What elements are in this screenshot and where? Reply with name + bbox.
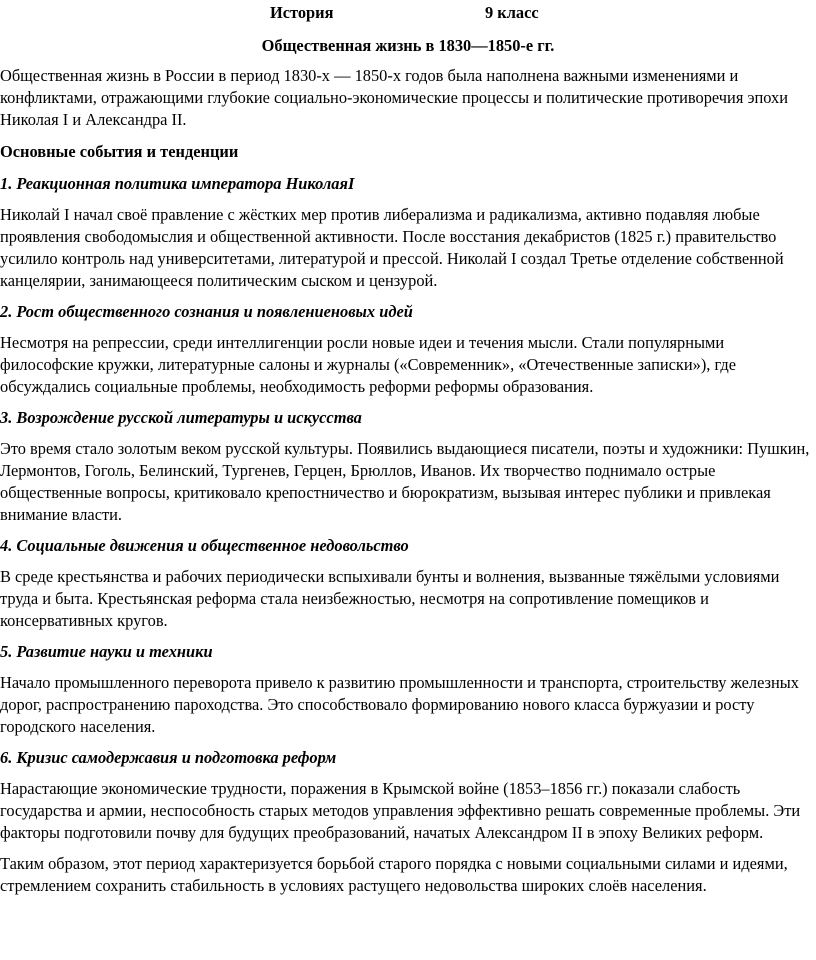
section-5 xyxy=(0,641,816,738)
section-heading: 4. Социальные движения и общественное недовольство xyxy=(0,536,409,555)
section-text: Это время стало золотым веком русской культуры. Появились выдающиеся писатели, поэты и художники: Пушкин, Лермонтов, Гоголь, Белинский, Тургенев, Герцен, Брюллов, Иванов. Их творчество поднимало острые общественные вопросы, критиковало крепостничество и бюрократизм, вызывая интерес публики и привлекая внимание власти. xyxy=(0,439,810,524)
intro-paragraph: Общественная жизнь в России в период 1830-х — 1850-х годов была наполнена важными изменениями и конфликтами, отражающими глубокие социально-экономические процессы и политические противоречия эпохи Николая I и Александра II. xyxy=(0,66,789,129)
section-lead-heading: Основные события и тенденции xyxy=(0,142,239,161)
section-heading: 5. Развитие науки и техники xyxy=(0,642,213,661)
grade-label: 9 класс xyxy=(485,3,539,22)
section-1 xyxy=(0,173,816,292)
document-body xyxy=(0,65,816,897)
section-4 xyxy=(0,535,816,632)
section-text: Николай I начал своё правление с жёстких мер против либерализма и радикализма, активно подавляя любые проявления свободомыслия и общественной активности. После восстания декабристов (1825 г.) правительство усилило контроль над университетами, литературой и прессой. Николай I создал Третье отделение собственной канцелярии, занимающееся политическим сыском и цензурой. xyxy=(0,205,784,290)
section-text: В среде крестьянства и рабочих периодически вспыхивали бунты и волнения, вызванные тяжёлыми условиями труда и быта. Крестьянская реформа стала неизбежностью, несмотря на сопротивление помещиков и консервативных кругов. xyxy=(0,567,780,630)
page-title: Общественная жизнь в 1830—1850-е гг. xyxy=(261,36,555,55)
section-heading: 2. Рост общественного сознания и появлениеновых идей xyxy=(0,302,413,321)
section-heading: 3. Возрождение русской литературы и искусства xyxy=(0,408,362,427)
section-text: Несмотря на репрессии, среди интеллигенции росли новые идеи и течения мысли. Стали популярными философские кружки, литературные салоны и журналы («Современник», «Отечественные записки»), где обсуждались социальные проблемы, необходимость реформи реформы образования. xyxy=(0,333,737,396)
subject-label: История xyxy=(270,3,334,22)
section-text: Нарастающие экономические трудности, поражения в Крымской войне (1853–1856 гг.) показали слабость государства и армии, неспособность старых методов управления эффективно решать современные проблемы. Эти факторы подготовили почву для будущих преобразований, начатых Александром II в эпоху Великих реформ. xyxy=(0,779,801,842)
section-text: Начало промышленного переворота привело к развитию промышленности и транспорта, строительству железных дорог, распространению пароходства. Это способствовало формированию нового класса буржуазии и росту городского населения. xyxy=(0,673,800,736)
conclusion-paragraph: Таким образом, этот период характеризуется борьбой старого порядка с новыми социальными силами и идеями, стремлением сохранить стабильность в условиях растущего недовольства широких слоёв населения. xyxy=(0,854,788,895)
section-3 xyxy=(0,407,816,526)
section-heading: 1. Реакционная политика императора НиколаяI xyxy=(0,174,355,193)
section-6 xyxy=(0,747,816,844)
section-2 xyxy=(0,301,816,398)
section-heading: 6. Кризис самодержавия и подготовка реформ xyxy=(0,748,337,767)
